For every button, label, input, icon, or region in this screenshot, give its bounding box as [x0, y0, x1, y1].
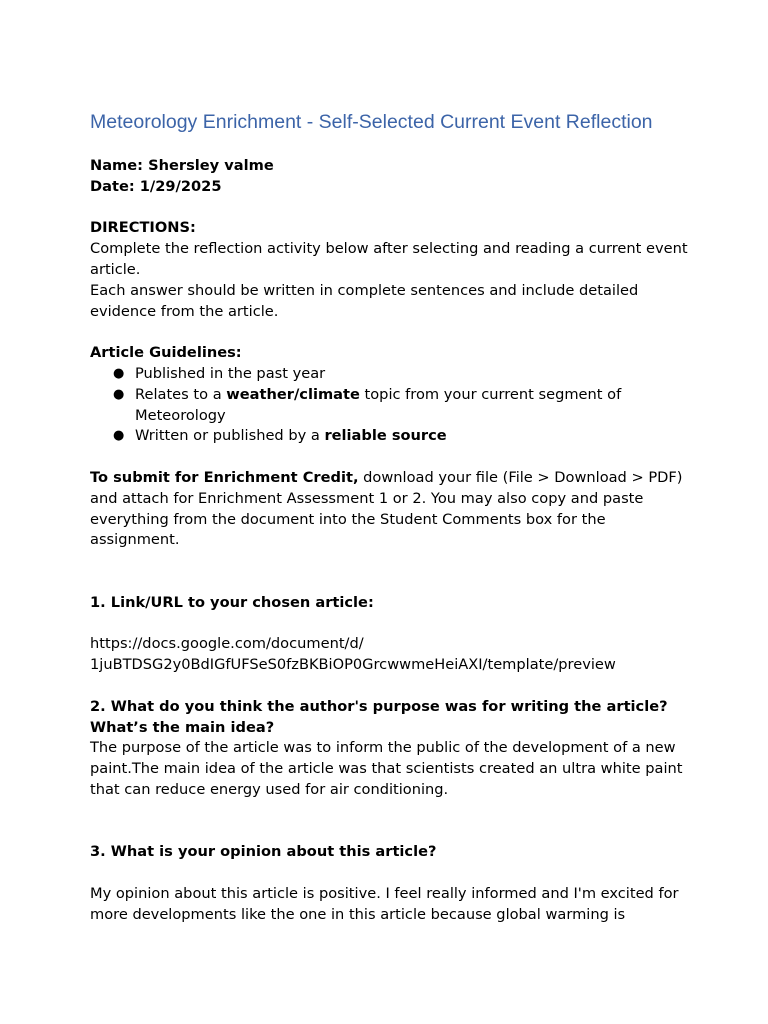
guidelines-heading: Article Guidelines: — [90, 344, 242, 362]
document-body — [90, 109, 690, 925]
submit-instructions — [90, 468, 690, 551]
bullet-icon: ● — [113, 428, 125, 444]
submit-text: download your file (File > Download > PDF) and attach for Enrichment Assessment 1 or 2. You may also copy and paste everything from the document into the Student Comments box for the assignment. — [90, 468, 683, 549]
guideline-item — [90, 364, 690, 385]
bullet-icon: ● — [113, 365, 125, 381]
guideline-text-emphasis: reliable source — [324, 427, 447, 445]
guidelines-section — [90, 343, 690, 447]
directions-text-2: Each answer should be written in complete sentences and include detailed evidence from the article. — [90, 281, 639, 320]
date-line: Date: 1/29/2025 — [90, 177, 222, 195]
guideline-text-emphasis: weather/climate — [226, 385, 360, 403]
guideline-text-prefix: Relates to a — [135, 385, 227, 403]
question-2 — [90, 697, 690, 801]
article-url-line-1[interactable]: https://docs.google.com/document/d/ — [90, 635, 364, 653]
question-3 — [90, 842, 690, 925]
document-title: Meteorology Enrichment - Self-Selected Current Event Reflection — [90, 111, 653, 133]
submit-heading: To submit for Enrichment Credit, — [90, 468, 359, 486]
question-1-prompt: 1. Link/URL to your chosen article: — [90, 593, 374, 611]
guidelines-list — [90, 364, 690, 447]
question-2-answer: The purpose of the article was to inform the public of the development of a new paint.The main idea of the article was that scientists created an ultra white paint that can reduce energy used for air conditioning. — [90, 739, 683, 798]
guideline-item — [90, 385, 690, 427]
directions-heading: DIRECTIONS: — [90, 219, 196, 237]
directions-text-1: Complete the reflection activity below after selecting and reading a current event article. — [90, 240, 688, 278]
question-3-answer: My opinion about this article is positive. I feel really informed and I'm excited for more developments like the one in this article because global warming is — [90, 884, 679, 923]
guideline-text: Published in the past year — [135, 364, 326, 382]
student-info — [90, 156, 690, 198]
bullet-icon: ● — [113, 386, 125, 402]
article-url-line-2[interactable]: 1juBTDSG2y0BdIGfUFSeS0fzBKBiOP0GrcwwmeHeiAXI/template/preview — [90, 656, 616, 674]
guideline-text-prefix: Written or published by a — [135, 427, 325, 445]
question-3-prompt: 3. What is your opinion about this article? — [90, 843, 437, 861]
guideline-item — [90, 426, 690, 447]
name-line: Name: Shersley valme — [90, 157, 274, 174]
directions-section — [90, 218, 690, 322]
guideline-text-suffix: topic from your current segment of Meteorology — [135, 385, 622, 424]
question-2-prompt: 2. What do you think the author's purpose was for writing the article? What’s the main idea? — [90, 697, 668, 736]
question-1 — [90, 593, 690, 676]
